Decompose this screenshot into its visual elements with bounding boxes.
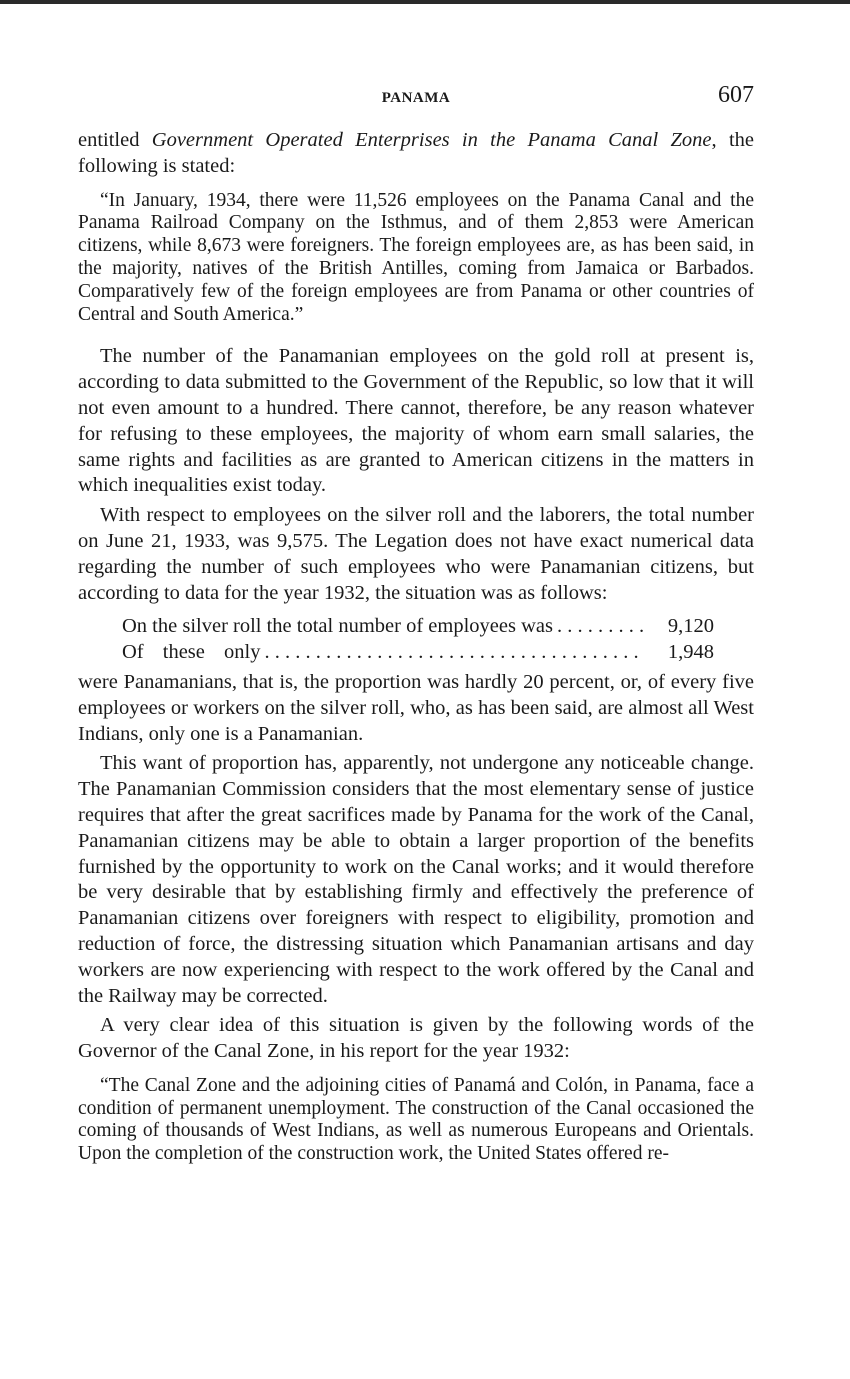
top-border-rule (0, 0, 850, 4)
table-row (122, 640, 714, 666)
table-row-value: 1,948 (667, 641, 714, 664)
publication-title: Government Operated Enterprises in the Panama Canal Zone (151, 129, 712, 151)
table-row-label: On the silver roll the total number of employees was (122, 615, 553, 638)
page-header (78, 82, 754, 116)
dot-leader (553, 614, 644, 640)
paragraph-gold-roll: The number of the Panamanian employees on the gold roll at present is, according to data submitted to the Government of the Republic, so low that it will not even amount to a hundred. There cannot, therefore, be any reason whatever for refusing to these employees, the majority of whom earn small salaries, the same rights and facilities as are granted to American citizens in the matters in which inequalities exist today. (78, 345, 754, 497)
running-head: PANAMA (381, 90, 451, 106)
block-quote-governor: “The Canal Zone and the adjoining cities of Panamá and Colón, in Panama, face a condition of permanent unemployment. The construction of the Canal occasioned the coming of thousands of West Indians, as well as numerous Europeans and Orientals. Upon the completion of the construction work, the United States offered re- (78, 1074, 754, 1165)
table-row (122, 614, 714, 640)
paragraph-silver-roll: With respect to employees on the silver roll and the laborers, the total number on June 21, 1933, was 9,575. The Legation does not have exact numerical data regarding the number of such employees who were Panamanian citizens, but according to data for the year 1932, the situation was as follows: (78, 504, 754, 604)
intro-text-post: , the following is stated: (78, 129, 755, 177)
table-row-label: Of these only (122, 641, 261, 664)
dot-leader (260, 640, 644, 666)
paragraph-governor-report: A very clear idea of this situation is given by the following words of the Governor of the Canal Zone, in his report for the year 1932: (78, 1014, 754, 1063)
paragraph-proportion: were Panamanians, that is, the proportion was hardly 20 percent, or, of every five employees or workers on the silver roll, who, as has been said, are almost all West Indians, only one is a Panamanian. (78, 670, 754, 745)
page-number: 607 (718, 82, 754, 108)
intro-text-pre: entitled (78, 129, 152, 151)
block-quote-employees-1934: “In January, 1934, there were 11,526 employees on the Panama Canal and the Panama Railroad Company on the Isthmus, and of them 2,853 were American citizens, while 8,673 were foreigners. The foreign employees are, as has been said, in the majority, natives of the British Antilles, coming from Jamaica or Barbados. Comparatively few of the foreign employees are from Panama or other countries of Central and South America.” (78, 189, 754, 325)
paragraph-want-of-proportion: This want of proportion has, apparently, not undergone any noticeable change. The Panamanian Commission considers that the most elementary sense of justice requires that after the great sacrifices made by Panama for the work of the Canal, Panamanian citizens may be able to obtain a larger proportion of the benefits furnished by the opportunity to work on the Canal works; and it would therefore be very desirable that by establishing firmly and effectively the preference of Panamanian citizens over foreigners with respect to eligibility, promotion and reduction of force, the distressing situation which Panamanian artisans and day workers are now experiencing with respect to the work offered by the Canal and the Railway may be corrected. (78, 752, 754, 1007)
intro-paragraph (78, 128, 754, 180)
page-body (78, 128, 754, 1166)
table-row-value: 9,120 (667, 615, 714, 638)
silver-roll-table (122, 614, 714, 666)
